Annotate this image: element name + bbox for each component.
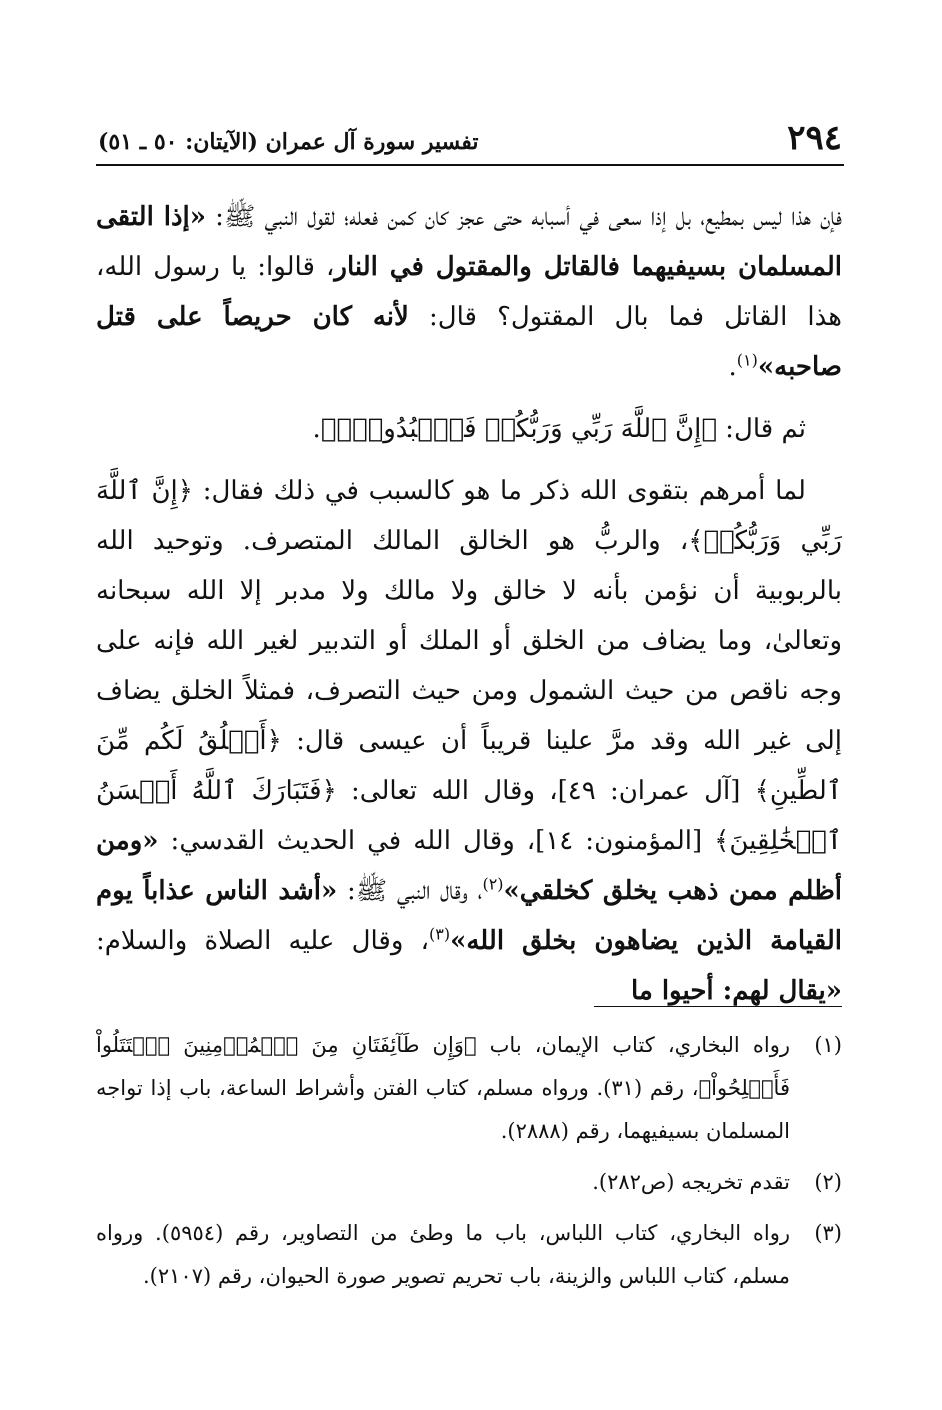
hadith-quote: «يقال لهم: أحيوا ما — [630, 976, 842, 1006]
paragraph-1 — [96, 192, 842, 392]
quran-verse: ﴿إِنَّ ٱللَّهَ رَبِّي وَرَبُّكُمۡ﴾ — [96, 476, 842, 556]
main-text — [96, 192, 842, 1016]
paragraph-gap — [96, 392, 842, 404]
text-run: ، وقال النبي ﷺ: — [337, 876, 483, 906]
footnote-text: رواه البخاري، كتاب اللباس، باب ما وطئ من التصاوير، رقم (٥٩٥٤). ورواه مسلم، كتاب اللباس والزينة، باب تحريم تصوير صورة الحيوان، رقم (٢١٠٧). — [96, 1221, 791, 1288]
text-run: [آل عمران: ٤٩]، وقال الله تعالى: — [336, 776, 755, 806]
quran-verse: ﴿أَخۡلُقُ لَكُم مِّنَ ٱلطِّينِ﴾ — [96, 726, 842, 806]
hadith-quote: «إذا التقى المسلمان بسيفيهما فالقاتل والمقتول في النار — [96, 202, 842, 282]
text-run: [المؤمنون: ١٤]، وقال الله في الحديث القدسي: — [158, 826, 715, 856]
header-divider — [96, 164, 844, 166]
quran-verse: ﴿وَإِن طَآئِفَتَانِ مِنَ ٱلۡمُؤۡمِنِينَ ٱقۡتَتَلُواْ فَأَصۡلِحُواْ﴾ — [96, 1033, 790, 1100]
footnote-2 — [96, 1161, 842, 1204]
paragraph-gap — [96, 454, 842, 466]
footnote-text: تقدم تخريجه (ص٢٨٢). — [592, 1170, 790, 1194]
text-run: فإن هذا ليس بمطيع، بل إذا سعى في أسبابه حتى عجز كان كمن فعله؛ لقول النبي ﷺ: — [206, 202, 842, 232]
footnote-1 — [96, 1024, 842, 1153]
footnote-ref-1[interactable]: (١) — [736, 350, 758, 370]
paragraph-2 — [96, 404, 842, 454]
quran-verse: ﴿إِنَّ ٱللَّهَ رَبِّي وَرَبُّكُمۡ فَٱعۡبُدُوهُۚ﴾ — [320, 414, 717, 444]
page-header — [98, 112, 842, 158]
hadith-quote: «أشد الناس عذاباً يوم القيامة الذين يضاهون بخلق الله» — [96, 876, 842, 956]
text-run: ، رقم (٣١). ورواه مسلم، كتاب الفتن وأشراط الساعة، باب إذا تواجه المسلمان بسيفيهما، رقم (٢٨٨٨). — [96, 1076, 790, 1143]
footnote-text — [96, 1024, 790, 1153]
running-title: تفسير سورة آل عمران (الآيتان: ٥٠ ـ ٥١) — [98, 129, 479, 155]
quran-verse: ﴿فَتَبَارَكَ ٱللَّهُ أَحۡسَنُ ٱلۡخَٰلِقِينَ﴾ — [96, 776, 843, 856]
text-run: ، وقال عليه الصلاة والسلام: — [96, 926, 429, 956]
footnote-number: (٣) — [814, 1221, 842, 1245]
text-run: ، والربُّ هو الخالق المالك المتصرف. وتوحيد الله بالربوبية أن نؤمن بأنه لا خالق ولا مالك ولا مدبر إلا الله سبحانه وتعالىٰ، وما يضاف من الخلق أو الملك أو التدبير لغير الله فإنه على وجه ناقص من حيث الشمول ومن حيث التصرف، فمثلاً الخلق يضاف إلى غير الله وقد مرَّ علينا قريباً أن عيسى قال: — [96, 526, 842, 756]
footnote-ref-2[interactable]: (٢) — [482, 874, 504, 894]
text-run: لما أمرهم بتقوى الله ذكر ما هو كالسبب في ذلك فقال: — [193, 476, 806, 506]
footnote-divider — [594, 1006, 842, 1007]
hadith-quote: لأنه كان حريصاً على قتل صاحبه» — [96, 302, 842, 382]
page-number: ٢٩٤ — [787, 118, 842, 158]
text-run: ، قالوا: يا رسول الله، هذا القاتل فما بال المقتول؟ قال: — [96, 252, 843, 332]
paragraph-3 — [96, 466, 842, 1016]
footnote-number: (٢) — [814, 1170, 842, 1194]
footnotes — [96, 1024, 842, 1306]
footnote-ref-3[interactable]: (٣) — [429, 924, 451, 944]
footnote-number: (١) — [814, 1033, 842, 1057]
footnote-3 — [96, 1212, 842, 1298]
text-run: ثم قال: — [716, 414, 806, 444]
text-run: . — [312, 414, 321, 444]
text-run: . — [728, 352, 737, 382]
hadith-quote: «ومن أظلم ممن ذهب يخلق كخلقي» — [96, 826, 842, 906]
text-run: رواه البخاري، كتاب الإيمان، باب — [476, 1033, 790, 1057]
